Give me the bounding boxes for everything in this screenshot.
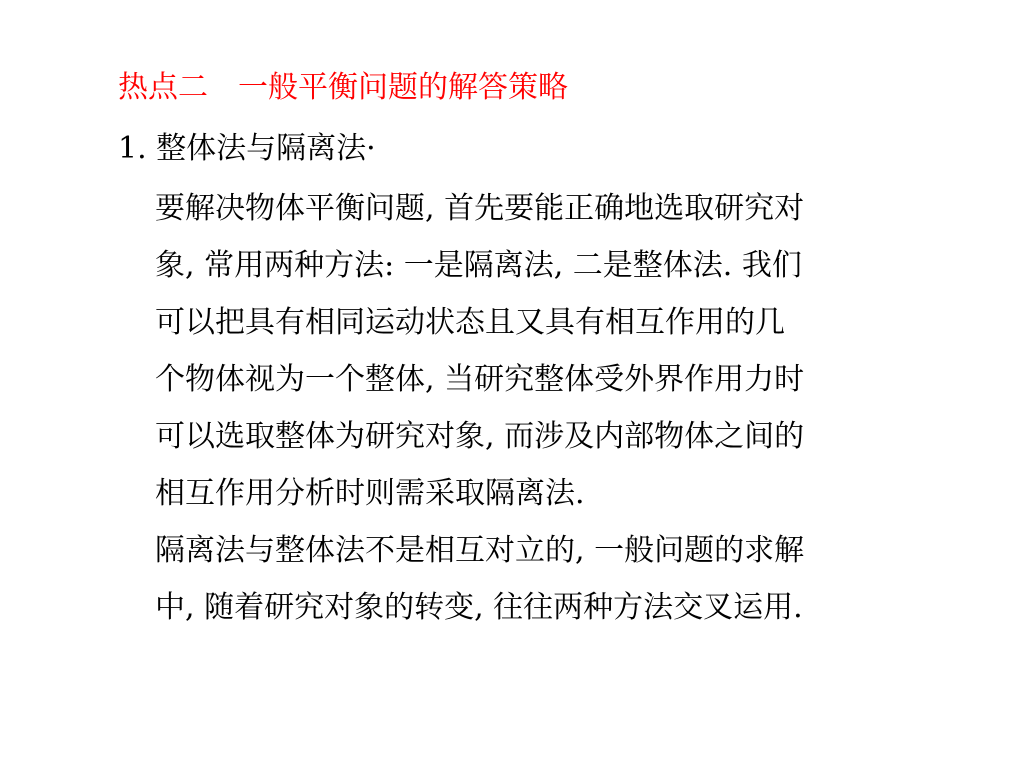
paragraph-2 — [155, 522, 895, 636]
section-heading — [118, 66, 568, 110]
paragraph-line: 中, 随着研究对象的转变, 往往两种方法交叉运用. — [155, 590, 803, 625]
heading-label: 热点二 — [118, 70, 208, 105]
item-1-title: 1. 整体法与隔离法· — [118, 131, 376, 166]
paragraph-line: 要解决物体平衡问题, 首先要能正确地选取研究对 — [155, 191, 805, 226]
paragraph-line: 相互作用分析时则需采取隔离法. — [155, 476, 585, 511]
paragraph-line: 象, 常用两种方法: 一是隔离法, 二是整体法. 我们 — [155, 248, 802, 283]
paragraph-1 — [155, 180, 895, 522]
paragraph-line: 隔离法与整体法不是相互对立的, 一般问题的求解 — [155, 533, 805, 568]
heading-title: 一般平衡问题的解答策略 — [238, 70, 568, 105]
paragraph-line: 个物体视为一个整体, 当研究整体受外界作用力时 — [155, 362, 805, 397]
paragraph-line: 可以把具有相同运动状态且又具有相互作用的几 — [155, 305, 785, 340]
paragraph-line: 可以选取整体为研究对象, 而涉及内部物体之间的 — [155, 419, 805, 454]
